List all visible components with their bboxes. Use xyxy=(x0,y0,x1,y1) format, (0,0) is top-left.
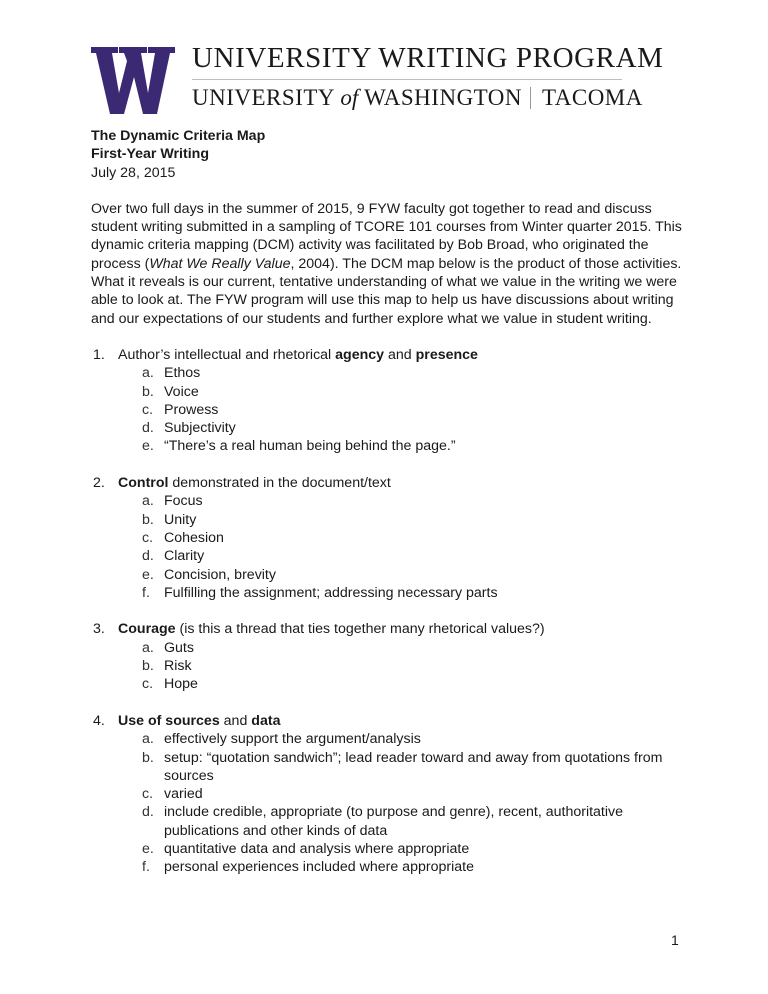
document-date: July 28, 2015 xyxy=(91,164,176,181)
subitem-text: Risk xyxy=(164,658,192,675)
criterion-subitem xyxy=(142,639,691,657)
letterhead xyxy=(0,0,768,120)
criteria-list xyxy=(91,346,691,877)
subitem-letter: d. xyxy=(142,804,154,821)
subitem-text: personal experiences included where appropriate xyxy=(164,859,474,876)
criterion-subitems xyxy=(118,730,691,876)
subitem-letter: c. xyxy=(142,401,154,418)
criterion-heading xyxy=(118,346,691,364)
criterion-text: and xyxy=(384,346,416,363)
criterion-subitem xyxy=(142,785,691,803)
subitem-letter: b. xyxy=(142,749,154,766)
subitem-text: Subjectivity xyxy=(164,420,236,437)
criterion-keyword: Control xyxy=(118,475,169,492)
intro-book-title: What We Really Value xyxy=(149,255,291,272)
criterion-keyword: presence xyxy=(415,346,478,363)
university-name-line xyxy=(192,85,643,111)
university-prefix: UNIVERSITY xyxy=(192,85,335,110)
document-body xyxy=(91,127,691,895)
subitem-letter: e. xyxy=(142,566,154,583)
criterion-subitem xyxy=(142,529,691,547)
criterion-subitem xyxy=(142,566,691,584)
subitem-letter: b. xyxy=(142,658,154,675)
subitem-letter: f. xyxy=(142,859,150,876)
criterion-subitem xyxy=(142,675,691,693)
criterion-subitem xyxy=(142,657,691,675)
criterion-item xyxy=(91,474,691,602)
criterion-subitems xyxy=(118,639,691,694)
subitem-text: “There’s a real human being behind the page.” xyxy=(164,438,456,455)
criterion-subitems xyxy=(118,364,691,455)
criterion-text: demonstrated in the document/text xyxy=(168,475,391,492)
subitem-text: Fulfilling the assignment; addressing necessary parts xyxy=(164,584,498,601)
subitem-text: Hope xyxy=(164,676,198,693)
criterion-subitems xyxy=(118,492,691,602)
subitem-letter: a. xyxy=(142,493,154,510)
criterion-subitem xyxy=(142,401,691,419)
subitem-letter: c. xyxy=(142,676,154,693)
campus-separator xyxy=(530,87,531,109)
criterion-item xyxy=(91,712,691,877)
intro-text-1: Over two full days in the summer of 2015, 9 FYW faculty got together to read and discuss student writing submitted in a sampling of TCORE 101 courses from Winter quarter 2015. This dynamic criteria mapping (DCM) activity was facilitated by Bob Broad, who originated the process ( xyxy=(91,200,682,272)
university-name: WASHINGTON xyxy=(364,85,523,110)
subitem-letter: c. xyxy=(142,786,154,803)
criterion-number: 1. xyxy=(93,346,105,363)
subitem-letter: d. xyxy=(142,548,154,565)
criterion-heading xyxy=(118,620,691,638)
page-number: 1 xyxy=(671,932,679,948)
subitem-text: quantitative data and analysis where appropriate xyxy=(164,840,470,857)
criterion-text: (is this a thread that ties together many rhetorical values?) xyxy=(175,621,545,638)
subitem-text: Cohesion xyxy=(164,529,224,546)
subitem-letter: f. xyxy=(142,584,150,601)
subitem-text: Concision, brevity xyxy=(164,566,276,583)
document-title: The Dynamic Criteria Map xyxy=(91,128,266,144)
intro-paragraph xyxy=(91,200,691,328)
criterion-subitem xyxy=(142,511,691,529)
uw-w-logo-icon xyxy=(91,47,175,114)
criterion-keyword: Use of sources xyxy=(118,712,220,729)
subitem-text: effectively support the argument/analysis xyxy=(164,731,421,748)
criterion-heading xyxy=(118,712,691,730)
criterion-item xyxy=(91,620,691,693)
criterion-heading xyxy=(118,474,691,492)
subitem-text: Clarity xyxy=(164,548,205,565)
subitem-letter: d. xyxy=(142,420,154,437)
campus-name: TACOMA xyxy=(542,85,643,110)
subitem-text: Unity xyxy=(164,511,197,528)
subitem-text: Ethos xyxy=(164,365,201,382)
criterion-subitem xyxy=(142,803,691,840)
subitem-letter: a. xyxy=(142,639,154,656)
criterion-keyword: Courage xyxy=(118,621,176,638)
criterion-text: and xyxy=(219,712,252,729)
criterion-subitem xyxy=(142,547,691,565)
criterion-number: 4. xyxy=(93,712,105,729)
criterion-number: 2. xyxy=(93,475,105,492)
document-subtitle: First-Year Writing xyxy=(91,146,209,163)
subitem-letter: a. xyxy=(142,731,154,748)
criterion-subitem xyxy=(142,492,691,510)
criterion-subitem xyxy=(142,383,691,401)
subitem-letter: b. xyxy=(142,511,154,528)
program-title: UNIVERSITY WRITING PROGRAM xyxy=(192,42,664,74)
criterion-subitem xyxy=(142,437,691,455)
criterion-subitem xyxy=(142,419,691,437)
subitem-letter: e. xyxy=(142,438,154,455)
criterion-subitem xyxy=(142,364,691,382)
subitem-text: include credible, appropriate (to purpose and genre), recent, authoritative publications and other kinds of data xyxy=(164,804,624,839)
criterion-subitem xyxy=(142,858,691,876)
subitem-text: varied xyxy=(164,786,203,803)
subitem-letter: c. xyxy=(142,529,154,546)
subitem-letter: a. xyxy=(142,365,154,382)
subitem-text: Voice xyxy=(164,383,199,400)
criterion-subitem xyxy=(142,840,691,858)
criterion-keyword: agency xyxy=(335,346,385,363)
criterion-subitem xyxy=(142,749,691,786)
criterion-keyword: data xyxy=(251,712,281,729)
subitem-text: setup: “quotation sandwich”; lead reader toward and away from quotations from sources xyxy=(164,749,663,784)
criterion-number: 3. xyxy=(93,621,105,638)
university-of: of xyxy=(340,85,359,110)
subitem-text: Guts xyxy=(164,639,194,656)
criterion-text: Author’s intellectual and rhetorical xyxy=(118,346,336,363)
criterion-item xyxy=(91,346,691,456)
subitem-text: Prowess xyxy=(164,401,219,418)
criterion-subitem xyxy=(142,730,691,748)
header-divider xyxy=(192,79,622,80)
intro-text-2: , 2004). The DCM map below is the product of those activities. What it reveals is our current, tentative understanding of what we value in the writing we were able to look at. The FYW program will use this map to help us have discussions about writing and our expectations of our students and further explore what we value in student writing. xyxy=(91,255,682,327)
criterion-subitem xyxy=(142,584,691,602)
subitem-text: Focus xyxy=(164,493,203,510)
subitem-letter: b. xyxy=(142,383,154,400)
subitem-letter: e. xyxy=(142,840,154,857)
